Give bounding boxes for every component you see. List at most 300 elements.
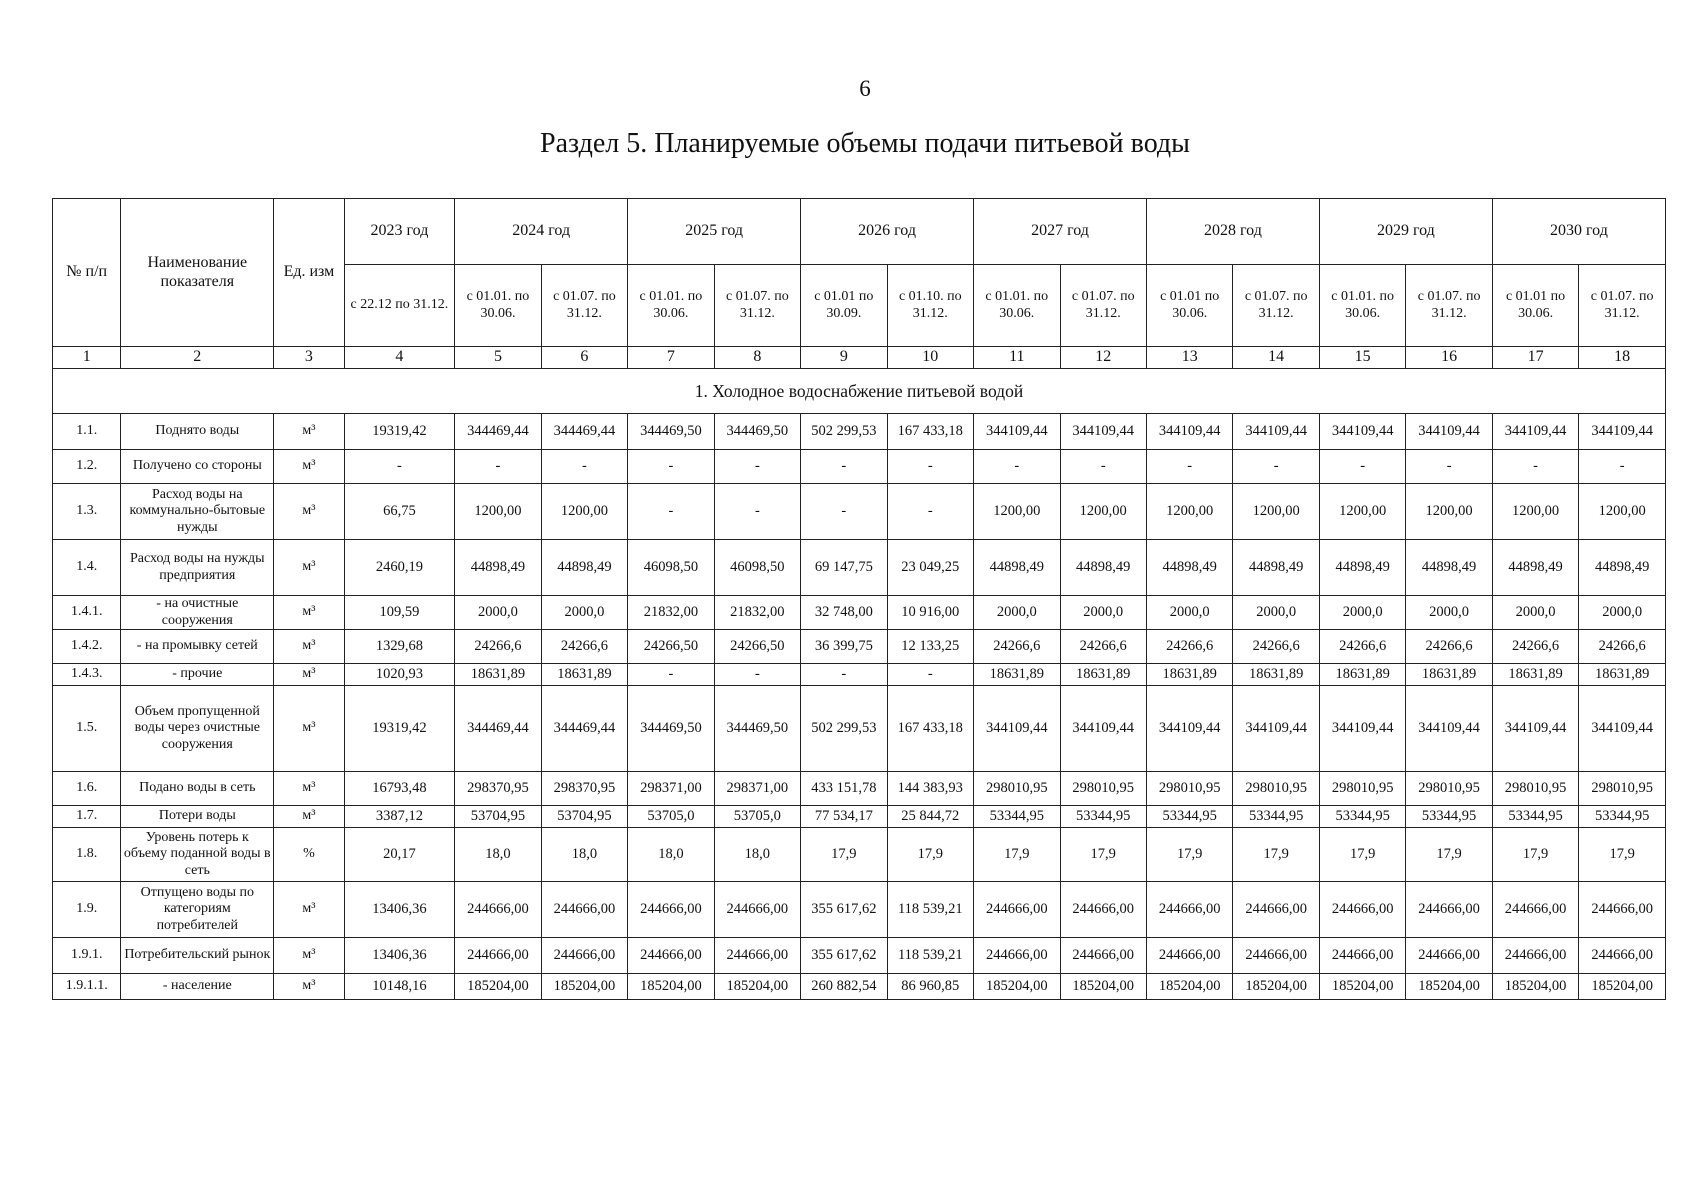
table-row xyxy=(53,882,1666,938)
row-number: 1.9. xyxy=(53,882,121,938)
value-cell: 144 383,93 xyxy=(887,772,973,806)
value-cell: 344469,50 xyxy=(714,686,800,772)
unit-cell: м³ xyxy=(274,596,344,630)
value-cell: 185204,00 xyxy=(714,974,800,1000)
header-period: с 01.07. по 31.12. xyxy=(1233,265,1319,347)
value-cell: 16793,48 xyxy=(344,772,455,806)
value-cell: 53704,95 xyxy=(455,806,541,828)
header-year: 2030 год xyxy=(1492,199,1665,265)
table-row xyxy=(53,414,1666,450)
value-cell: 2000,0 xyxy=(1319,596,1405,630)
value-cell: 344109,44 xyxy=(1233,686,1319,772)
value-cell: 10 916,00 xyxy=(887,596,973,630)
unit-cell: % xyxy=(274,828,344,882)
table-row xyxy=(53,974,1666,1000)
value-cell: 185204,00 xyxy=(1146,974,1232,1000)
value-cell: 24266,6 xyxy=(1492,630,1578,664)
header-year: 2028 год xyxy=(1146,199,1319,265)
header-period: с 22.12 по 31.12. xyxy=(344,265,455,347)
value-cell: 344109,44 xyxy=(1492,686,1578,772)
value-cell: 167 433,18 xyxy=(887,414,973,450)
value-cell: 18631,89 xyxy=(1579,664,1666,686)
value-cell: 53344,95 xyxy=(1233,806,1319,828)
value-cell: 244666,00 xyxy=(628,938,714,974)
value-cell: - xyxy=(714,450,800,484)
value-cell: 10148,16 xyxy=(344,974,455,1000)
value-cell: 18631,89 xyxy=(541,664,627,686)
header-year: 2029 год xyxy=(1319,199,1492,265)
value-cell: 69 147,75 xyxy=(801,540,887,596)
value-cell: - xyxy=(974,450,1060,484)
value-cell: 344109,44 xyxy=(1406,686,1492,772)
column-number: 12 xyxy=(1060,347,1146,369)
value-cell: 344109,44 xyxy=(1492,414,1578,450)
value-cell: 244666,00 xyxy=(1233,938,1319,974)
value-cell: 344469,50 xyxy=(628,414,714,450)
column-number: 15 xyxy=(1319,347,1405,369)
column-number: 2 xyxy=(121,347,274,369)
value-cell: 17,9 xyxy=(887,828,973,882)
value-cell: - xyxy=(1319,450,1405,484)
header-indicator-name: Наименование показателя xyxy=(121,199,274,347)
indicator-name: Расход воды на нужды предприятия xyxy=(121,540,274,596)
value-cell: 118 539,21 xyxy=(887,938,973,974)
value-cell: - xyxy=(1492,450,1578,484)
value-cell: 18631,89 xyxy=(1233,664,1319,686)
header-period: с 01.07. по 31.12. xyxy=(1060,265,1146,347)
value-cell: 244666,00 xyxy=(974,882,1060,938)
value-cell: 44898,49 xyxy=(541,540,627,596)
value-cell: 244666,00 xyxy=(628,882,714,938)
column-number: 18 xyxy=(1579,347,1666,369)
value-cell: 53344,95 xyxy=(1319,806,1405,828)
value-cell: 185204,00 xyxy=(1060,974,1146,1000)
value-cell: 244666,00 xyxy=(974,938,1060,974)
row-number: 1.6. xyxy=(53,772,121,806)
value-cell: 244666,00 xyxy=(1406,882,1492,938)
header-year: 2024 год xyxy=(455,199,628,265)
header-period: с 01.01. по 30.06. xyxy=(628,265,714,347)
table-row xyxy=(53,450,1666,484)
header-year-row xyxy=(53,199,1666,265)
row-number: 1.3. xyxy=(53,484,121,540)
indicator-name: Расход воды на коммунально-бытовые нужды xyxy=(121,484,274,540)
value-cell: 1200,00 xyxy=(1060,484,1146,540)
value-cell: 344109,44 xyxy=(974,686,1060,772)
column-number: 9 xyxy=(801,347,887,369)
value-cell: 244666,00 xyxy=(541,938,627,974)
value-cell: 19319,42 xyxy=(344,414,455,450)
value-cell: - xyxy=(628,484,714,540)
value-cell: 18631,89 xyxy=(455,664,541,686)
table-row xyxy=(53,806,1666,828)
indicator-name: Получено со стороны xyxy=(121,450,274,484)
value-cell: 109,59 xyxy=(344,596,455,630)
value-cell: 18,0 xyxy=(628,828,714,882)
header-period: с 01.01 по 30.09. xyxy=(801,265,887,347)
section-title: Раздел 5. Планируемые объемы подачи питьевой воды xyxy=(540,128,1190,159)
unit-cell: м³ xyxy=(274,414,344,450)
value-cell: 244666,00 xyxy=(455,882,541,938)
value-cell: 344109,44 xyxy=(974,414,1060,450)
value-cell: 433 151,78 xyxy=(801,772,887,806)
column-number: 8 xyxy=(714,347,800,369)
value-cell: 46098,50 xyxy=(714,540,800,596)
value-cell: 24266,6 xyxy=(1060,630,1146,664)
value-cell: 1200,00 xyxy=(541,484,627,540)
value-cell: 344469,44 xyxy=(541,686,627,772)
unit-cell: м³ xyxy=(274,882,344,938)
unit-cell: м³ xyxy=(274,806,344,828)
value-cell: 18,0 xyxy=(455,828,541,882)
value-cell: 1200,00 xyxy=(1492,484,1578,540)
column-number: 10 xyxy=(887,347,973,369)
value-cell: 20,17 xyxy=(344,828,455,882)
value-cell: 244666,00 xyxy=(1146,882,1232,938)
value-cell: 344109,44 xyxy=(1060,414,1146,450)
value-cell: - xyxy=(1579,450,1666,484)
value-cell: 1200,00 xyxy=(974,484,1060,540)
value-cell: 344469,50 xyxy=(628,686,714,772)
value-cell: 18631,89 xyxy=(974,664,1060,686)
header-period: с 01.01. по 30.06. xyxy=(455,265,541,347)
value-cell: 2000,0 xyxy=(1406,596,1492,630)
value-cell: - xyxy=(801,484,887,540)
value-cell: 344109,44 xyxy=(1146,686,1232,772)
value-cell: 185204,00 xyxy=(1233,974,1319,1000)
value-cell: 185204,00 xyxy=(628,974,714,1000)
table-row xyxy=(53,772,1666,806)
value-cell: 185204,00 xyxy=(1406,974,1492,1000)
row-number: 1.9.1.1. xyxy=(53,974,121,1000)
header-number: № п/п xyxy=(53,199,121,347)
column-number: 14 xyxy=(1233,347,1319,369)
value-cell: 17,9 xyxy=(1406,828,1492,882)
value-cell: 244666,00 xyxy=(714,938,800,974)
value-cell: 298370,95 xyxy=(455,772,541,806)
value-cell: 18631,89 xyxy=(1319,664,1405,686)
section-heading: 1. Холодное водоснабжение питьевой водой xyxy=(53,369,1666,414)
value-cell: 53344,95 xyxy=(1492,806,1578,828)
page-number: 6 xyxy=(859,76,871,101)
value-cell: 298010,95 xyxy=(974,772,1060,806)
value-cell: 185204,00 xyxy=(541,974,627,1000)
value-cell: 1020,93 xyxy=(344,664,455,686)
indicator-name: Уровень потерь к объему поданной воды в сеть xyxy=(121,828,274,882)
value-cell: 260 882,54 xyxy=(801,974,887,1000)
value-cell: 18631,89 xyxy=(1492,664,1578,686)
value-cell: 344109,44 xyxy=(1406,414,1492,450)
table-row xyxy=(53,664,1666,686)
unit-cell: м³ xyxy=(274,664,344,686)
value-cell: 1200,00 xyxy=(1146,484,1232,540)
value-cell: 24266,6 xyxy=(974,630,1060,664)
value-cell: 18631,89 xyxy=(1146,664,1232,686)
value-cell: 17,9 xyxy=(1233,828,1319,882)
header-year: 2025 год xyxy=(628,199,801,265)
value-cell: - xyxy=(455,450,541,484)
value-cell: - xyxy=(541,450,627,484)
column-number: 17 xyxy=(1492,347,1578,369)
indicator-name: - на промывку сетей xyxy=(121,630,274,664)
value-cell: 1200,00 xyxy=(455,484,541,540)
unit-cell: м³ xyxy=(274,450,344,484)
value-cell: 1200,00 xyxy=(1319,484,1405,540)
indicator-name: - население xyxy=(121,974,274,1000)
value-cell: 244666,00 xyxy=(714,882,800,938)
value-cell: - xyxy=(887,450,973,484)
value-cell: 12 133,25 xyxy=(887,630,973,664)
value-cell: 53344,95 xyxy=(974,806,1060,828)
value-cell: 1200,00 xyxy=(1233,484,1319,540)
unit-cell: м³ xyxy=(274,686,344,772)
unit-cell: м³ xyxy=(274,938,344,974)
value-cell: 298010,95 xyxy=(1233,772,1319,806)
header-year: 2026 год xyxy=(801,199,974,265)
value-cell: 244666,00 xyxy=(455,938,541,974)
value-cell: 17,9 xyxy=(974,828,1060,882)
value-cell: 244666,00 xyxy=(1319,882,1405,938)
table-row xyxy=(53,938,1666,974)
value-cell: 19319,42 xyxy=(344,686,455,772)
row-number: 1.7. xyxy=(53,806,121,828)
header-period: с 01.07. по 31.12. xyxy=(541,265,627,347)
value-cell: 185204,00 xyxy=(1579,974,1666,1000)
value-cell: 44898,49 xyxy=(1406,540,1492,596)
value-cell: 244666,00 xyxy=(1579,882,1666,938)
value-cell: 2000,0 xyxy=(1492,596,1578,630)
value-cell: 344109,44 xyxy=(1146,414,1232,450)
value-cell: 1329,68 xyxy=(344,630,455,664)
unit-cell: м³ xyxy=(274,540,344,596)
value-cell: 46098,50 xyxy=(628,540,714,596)
value-cell: 21832,00 xyxy=(714,596,800,630)
value-cell: 18,0 xyxy=(541,828,627,882)
value-cell: 1200,00 xyxy=(1579,484,1666,540)
value-cell: - xyxy=(801,664,887,686)
section-heading-row xyxy=(53,369,1666,414)
value-cell: 244666,00 xyxy=(1406,938,1492,974)
value-cell: 44898,49 xyxy=(1319,540,1405,596)
value-cell: 344469,50 xyxy=(714,414,800,450)
value-cell: 53344,95 xyxy=(1146,806,1232,828)
value-cell: 17,9 xyxy=(801,828,887,882)
value-cell: 244666,00 xyxy=(1233,882,1319,938)
value-cell: 344109,44 xyxy=(1579,686,1666,772)
value-cell: 17,9 xyxy=(1060,828,1146,882)
value-cell: - xyxy=(714,664,800,686)
header-unit: Ед. изм xyxy=(274,199,344,347)
indicator-name: Потребительский рынок xyxy=(121,938,274,974)
table-row xyxy=(53,828,1666,882)
header-year: 2023 год xyxy=(344,199,455,265)
value-cell: 298010,95 xyxy=(1406,772,1492,806)
indicator-name: Потери воды xyxy=(121,806,274,828)
value-cell: 17,9 xyxy=(1579,828,1666,882)
column-number: 6 xyxy=(541,347,627,369)
value-cell: 18631,89 xyxy=(1406,664,1492,686)
value-cell: 53705,0 xyxy=(628,806,714,828)
value-cell: - xyxy=(344,450,455,484)
indicator-name: Подано воды в сеть xyxy=(121,772,274,806)
indicator-name: - прочие xyxy=(121,664,274,686)
value-cell: 244666,00 xyxy=(1060,882,1146,938)
value-cell: 2000,0 xyxy=(1233,596,1319,630)
value-cell: - xyxy=(887,484,973,540)
value-cell: 24266,50 xyxy=(628,630,714,664)
row-number: 1.9.1. xyxy=(53,938,121,974)
column-number: 3 xyxy=(274,347,344,369)
value-cell: 298010,95 xyxy=(1579,772,1666,806)
value-cell: 344109,44 xyxy=(1579,414,1666,450)
row-number: 1.5. xyxy=(53,686,121,772)
unit-cell: м³ xyxy=(274,630,344,664)
value-cell: 244666,00 xyxy=(1060,938,1146,974)
value-cell: 244666,00 xyxy=(1319,938,1405,974)
header-period: с 01.01. по 30.06. xyxy=(1319,265,1405,347)
value-cell: 24266,6 xyxy=(1319,630,1405,664)
header-period: с 01.01 по 30.06. xyxy=(1146,265,1232,347)
unit-cell: м³ xyxy=(274,974,344,1000)
value-cell: 53705,0 xyxy=(714,806,800,828)
value-cell: 185204,00 xyxy=(974,974,1060,1000)
indicator-name: Объем пропущенной воды через очистные сооружения xyxy=(121,686,274,772)
indicator-name: Отпущено воды по категориям потребителей xyxy=(121,882,274,938)
water-supply-table xyxy=(52,198,1666,1000)
value-cell: 298010,95 xyxy=(1060,772,1146,806)
value-cell: 24266,6 xyxy=(1406,630,1492,664)
value-cell: - xyxy=(628,664,714,686)
value-cell: 298010,95 xyxy=(1319,772,1405,806)
value-cell: 32 748,00 xyxy=(801,596,887,630)
row-number: 1.4.2. xyxy=(53,630,121,664)
header-period: с 01.07. по 31.12. xyxy=(714,265,800,347)
value-cell: 185204,00 xyxy=(455,974,541,1000)
value-cell: 1200,00 xyxy=(1406,484,1492,540)
value-cell: 298010,95 xyxy=(1146,772,1232,806)
header-period: с 01.07. по 31.12. xyxy=(1406,265,1492,347)
header-period: с 01.07. по 31.12. xyxy=(1579,265,1666,347)
unit-cell: м³ xyxy=(274,772,344,806)
value-cell: - xyxy=(1060,450,1146,484)
value-cell: 17,9 xyxy=(1146,828,1232,882)
value-cell: 355 617,62 xyxy=(801,938,887,974)
indicator-name: Поднято воды xyxy=(121,414,274,450)
value-cell: 66,75 xyxy=(344,484,455,540)
column-number: 4 xyxy=(344,347,455,369)
value-cell: 44898,49 xyxy=(1233,540,1319,596)
value-cell: 24266,6 xyxy=(455,630,541,664)
value-cell: 24266,6 xyxy=(1233,630,1319,664)
value-cell: 502 299,53 xyxy=(801,414,887,450)
header-period: с 01.01 по 30.06. xyxy=(1492,265,1578,347)
value-cell: 53704,95 xyxy=(541,806,627,828)
value-cell: 24266,50 xyxy=(714,630,800,664)
value-cell: - xyxy=(628,450,714,484)
value-cell: 2460,19 xyxy=(344,540,455,596)
table-row xyxy=(53,630,1666,664)
value-cell: 24266,6 xyxy=(541,630,627,664)
table-row xyxy=(53,686,1666,772)
value-cell: 44898,49 xyxy=(1579,540,1666,596)
column-number: 7 xyxy=(628,347,714,369)
value-cell: 77 534,17 xyxy=(801,806,887,828)
value-cell: 18,0 xyxy=(714,828,800,882)
value-cell: 185204,00 xyxy=(1492,974,1578,1000)
header-period: с 01.10. по 31.12. xyxy=(887,265,973,347)
value-cell: 23 049,25 xyxy=(887,540,973,596)
value-cell: - xyxy=(887,664,973,686)
column-number: 16 xyxy=(1406,347,1492,369)
column-number: 5 xyxy=(455,347,541,369)
value-cell: 86 960,85 xyxy=(887,974,973,1000)
value-cell: 244666,00 xyxy=(1579,938,1666,974)
value-cell: - xyxy=(714,484,800,540)
value-cell: 44898,49 xyxy=(974,540,1060,596)
value-cell: 2000,0 xyxy=(1579,596,1666,630)
value-cell: 13406,36 xyxy=(344,938,455,974)
column-number: 11 xyxy=(974,347,1060,369)
value-cell: 298010,95 xyxy=(1492,772,1578,806)
value-cell: 244666,00 xyxy=(541,882,627,938)
table-row xyxy=(53,484,1666,540)
header-period: с 01.01. по 30.06. xyxy=(974,265,1060,347)
value-cell: 21832,00 xyxy=(628,596,714,630)
value-cell: - xyxy=(801,450,887,484)
value-cell: 2000,0 xyxy=(974,596,1060,630)
column-number-row xyxy=(53,347,1666,369)
value-cell: 44898,49 xyxy=(1146,540,1232,596)
value-cell: - xyxy=(1406,450,1492,484)
value-cell: - xyxy=(1233,450,1319,484)
header-year: 2027 год xyxy=(974,199,1147,265)
value-cell: 502 299,53 xyxy=(801,686,887,772)
value-cell: 24266,6 xyxy=(1579,630,1666,664)
value-cell: 185204,00 xyxy=(1319,974,1405,1000)
value-cell: 298371,00 xyxy=(714,772,800,806)
value-cell: 25 844,72 xyxy=(887,806,973,828)
value-cell: 44898,49 xyxy=(1492,540,1578,596)
value-cell: 244666,00 xyxy=(1146,938,1232,974)
value-cell: 24266,6 xyxy=(1146,630,1232,664)
value-cell: 17,9 xyxy=(1319,828,1405,882)
unit-cell: м³ xyxy=(274,484,344,540)
row-number: 1.2. xyxy=(53,450,121,484)
value-cell: 2000,0 xyxy=(1060,596,1146,630)
row-number: 1.4. xyxy=(53,540,121,596)
value-cell: 2000,0 xyxy=(455,596,541,630)
value-cell: 13406,36 xyxy=(344,882,455,938)
value-cell: 344469,44 xyxy=(455,414,541,450)
value-cell: 344109,44 xyxy=(1233,414,1319,450)
value-cell: 298370,95 xyxy=(541,772,627,806)
value-cell: 167 433,18 xyxy=(887,686,973,772)
value-cell: 118 539,21 xyxy=(887,882,973,938)
table-row xyxy=(53,540,1666,596)
value-cell: 344469,44 xyxy=(541,414,627,450)
indicator-name: - на очистные сооружения xyxy=(121,596,274,630)
value-cell: 344109,44 xyxy=(1060,686,1146,772)
value-cell: 298371,00 xyxy=(628,772,714,806)
value-cell: 244666,00 xyxy=(1492,938,1578,974)
column-number: 1 xyxy=(53,347,121,369)
row-number: 1.8. xyxy=(53,828,121,882)
value-cell: 355 617,62 xyxy=(801,882,887,938)
row-number: 1.4.3. xyxy=(53,664,121,686)
value-cell: 18631,89 xyxy=(1060,664,1146,686)
value-cell: 344469,44 xyxy=(455,686,541,772)
value-cell: 3387,12 xyxy=(344,806,455,828)
